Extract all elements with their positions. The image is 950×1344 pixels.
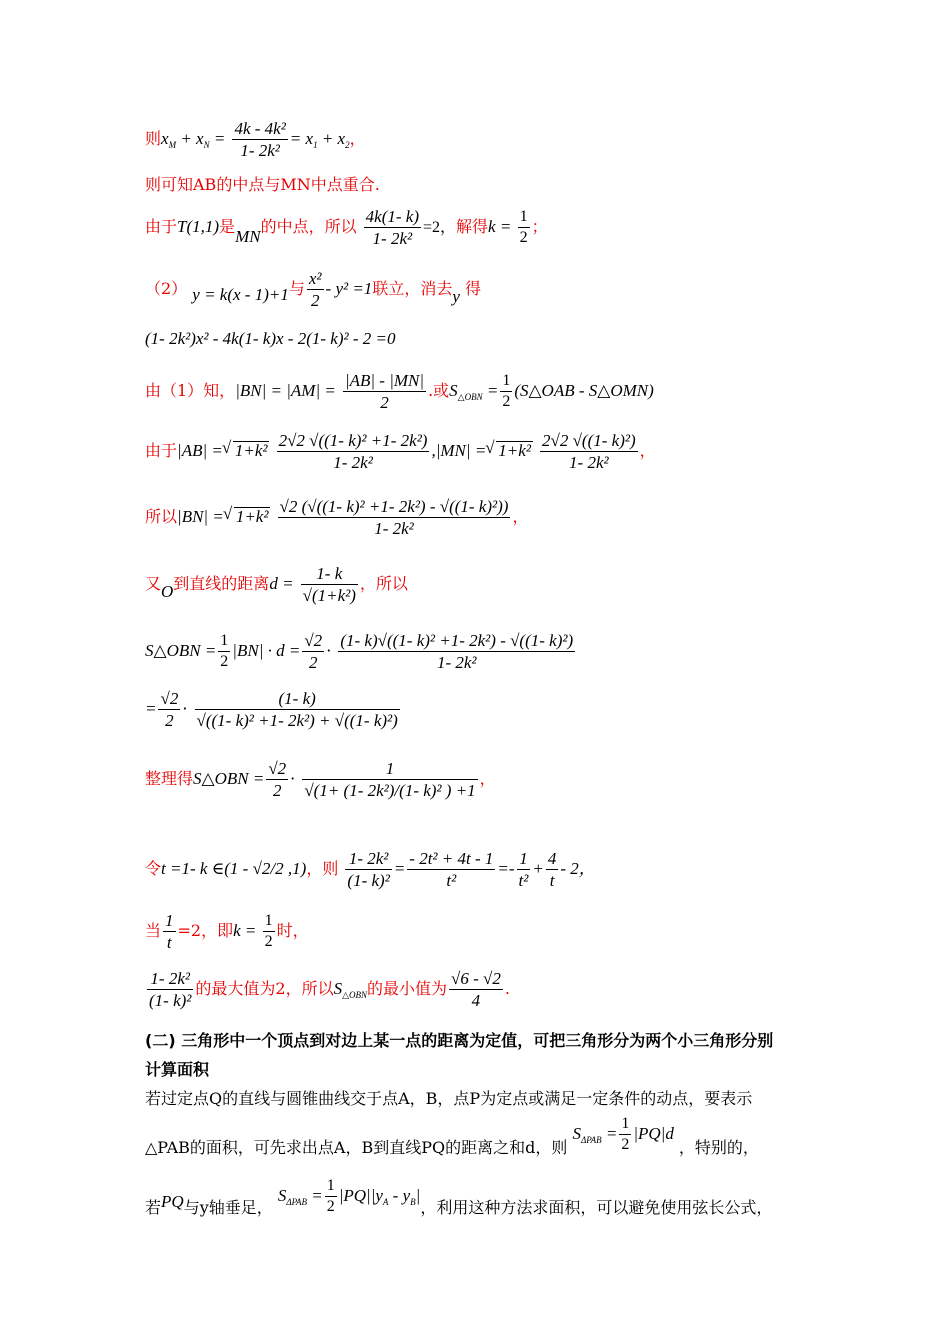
section-heading: (二) 三角形中一个顶点到对边上某一点的距离为定值，可把三角形分为两个小三角形分别: [145, 1031, 774, 1050]
line-8: 所以|BN| =√ 1+k² $\frac{\text{√2 (√((1- k)² +1- 2k²) - √((1- k)²))}}{\text{1- 2k²}}$ ，: [145, 498, 528, 537]
line-10: S△OBN = $\frac{1}{2}$ |BN| · d = $\frac{√2}{2}$ · $\frac{\text{(1- k)√((1- k)² +1- 2k²) - √((1- k)²)}}{\text{1- 2k²}}$: [145, 631, 574, 672]
fraction: $\frac{\text{4k - 4k²}}{\text{1- 2k²}}$: [234, 119, 286, 160]
paragraph-3: 若PQ与y轴垂足， $S_{\Delta PAB}$ = $\frac{1}{2}$ $|PQ||y_A - y_B|$，利用这种方法求面积，可以避免使用弦长公式，: [145, 1177, 773, 1217]
line-6: 由（1）知，|BN| = |AM| = $\frac{|AB| - |MN|}{2}$ .或$S_{\triangle OBN}$ = $\frac{1}{2}$ (S△OAB - S△OMN): [145, 371, 654, 412]
line-11: = $\frac{√2}{2}$ · $\frac{(1- k)}{\text{√((1- k)² +1- 2k²) + √((1- k)²)}}$: [145, 689, 398, 730]
line-9: 又O到直线的距离d = $\frac{1- k}{\text{√(1+k²)}}$ ，所以: [145, 564, 408, 605]
line-5: (1- 2k²)x² - 4k(1- k)x - 2(1- k)² - 2 =0: [145, 329, 396, 348]
paragraph-2: △PAB的面积，可先求出点A，B到直线PQ的距离之和d，则 $S_{\Delta PAB}$ = $\frac{1}{2}$ |PQ|d ，特别的，: [145, 1115, 759, 1157]
section-heading-cont: 计算面积: [145, 1060, 210, 1079]
line-1: 则$x_M + x_N$ = $\frac{\text{4k - 4k²}}{\text{1- 2k²}}$ = $x_1 + x_2$，: [145, 119, 366, 160]
line-4: （2） y = k(x - 1)+1与 $\frac{\text{x²}}{2}$ - y² =1联立，消去y 得: [145, 269, 481, 310]
paragraph-1: 若过定点Q的直线与圆锥曲线交于点A，B，点P为定点或满足一定条件的动点，要表示: [145, 1089, 753, 1108]
line-3: 由于T(1,1)是MN的中点，所以 $\frac{4k(1- k)}{\text{1- 2k²}}$ =2，解得k = $\frac{1}{2}$ ；: [145, 207, 548, 248]
line-13: 令t =1- k ∈(1 - √2/2 ,1)，则 $\frac{\text{1- 2k²}}{\text{(1- k)²}}$ = $\frac{\text{- 2t² + 4t - 1}}{\text{t²}}$ =- $\frac{1}{\text{t²}}$ + $\frac{4}{t}$ - 2，: [145, 849, 596, 890]
line-7: 由于|AB| =√ 1+k² $\frac{\text{2√2 √((1- k)² +1- 2k²)}}{\text{1- 2k²}}$ ,|MN| =√ 1+k² $\frac{\text{2√2 √((1- k)²)}}{\text{1- 2k²}}$ ，: [145, 432, 656, 471]
text: 则: [145, 129, 162, 148]
line-2: 则可知AB的中点与MN中点重合.: [145, 175, 380, 194]
line-15: $\frac{\text{1- 2k²}}{\text{(1- k)²}}$ 的最大值为2，所以$S_{\triangle OBN}$的最小值为 $\frac{√6 - √2}{4}$ .: [149, 969, 510, 1010]
line-14: 当 $\frac{1}{t}$ =2，即k = $\frac{1}{2}$ 时，: [145, 911, 309, 952]
line-12: 整理得S△OBN = $\frac{√2}{2}$ · $\frac{1}{\text{√(1+ (1- 2k²)/(1- k)² ) +1}}$ ，: [145, 759, 496, 800]
